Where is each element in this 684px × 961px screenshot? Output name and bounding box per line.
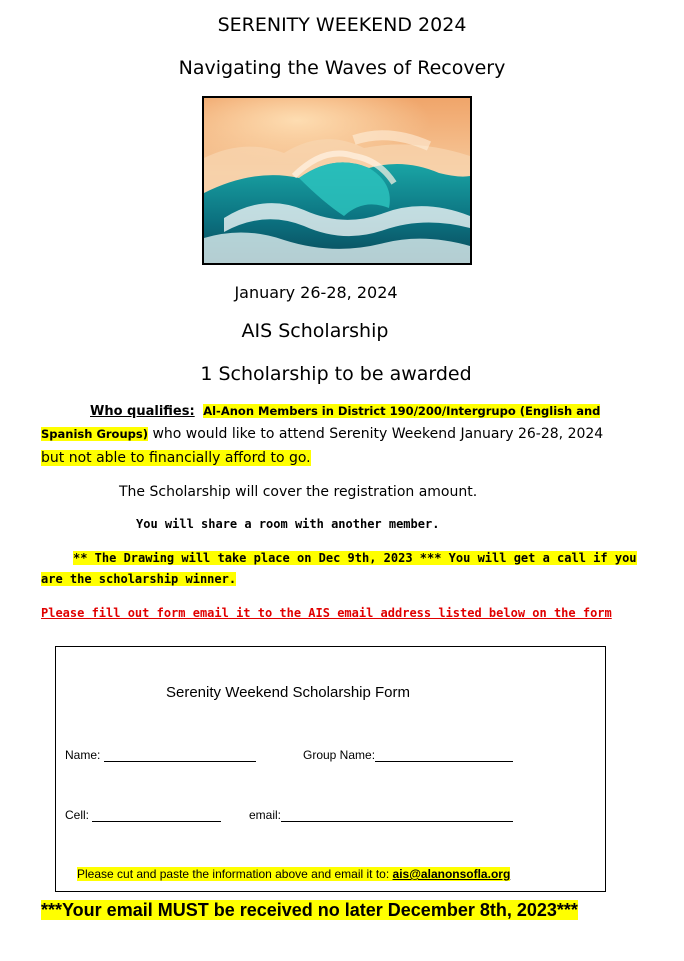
qualifies-line-2 xyxy=(41,426,603,442)
email-label: email: xyxy=(249,808,282,822)
group-field xyxy=(303,748,513,762)
group-blank[interactable] xyxy=(375,761,513,762)
email-blank[interactable] xyxy=(281,821,513,822)
qualifies-members: Al-Anon Members in District 190/200/Intergrupo (English and xyxy=(203,404,601,418)
qualifies-line-3 xyxy=(41,450,311,466)
page-subtitle: Navigating the Waves of Recovery xyxy=(178,57,506,79)
email-field xyxy=(249,808,513,822)
form-title: Serenity Weekend Scholarship Form xyxy=(166,684,410,701)
scholarship-count: 1 Scholarship to be awarded xyxy=(200,363,472,385)
page-title: SERENITY WEEKEND 2024 xyxy=(217,14,467,36)
drawing-text-2: are the scholarship winner. xyxy=(41,572,237,586)
drawing-line-1 xyxy=(73,551,637,565)
event-dates: January 26-28, 2024 xyxy=(234,283,398,302)
deadline-text: ***Your email MUST be received no later December 8th, 2023*** xyxy=(41,900,578,920)
deadline-notice xyxy=(41,900,578,921)
form-note-text: Please cut and paste the information above and email it to: xyxy=(77,867,390,881)
cell-label: Cell: xyxy=(65,808,90,822)
name-label: Name: xyxy=(65,748,101,762)
group-label: Group Name: xyxy=(303,748,376,762)
drawing-text-1: ** The Drawing will take place on Dec 9th, 2023 *** You will get a call if you xyxy=(73,551,637,565)
room-text: You will share a room with another member. xyxy=(136,517,440,531)
name-blank[interactable] xyxy=(104,761,256,762)
cell-field xyxy=(65,808,221,822)
drawing-line-2 xyxy=(41,572,236,586)
ais-email-link[interactable]: ais@alanonsofla.org xyxy=(392,867,511,881)
qualifies-line-1 xyxy=(90,404,600,419)
instruction-text: Please fill out form email it to the AIS email address listed below on the form xyxy=(41,606,612,620)
name-field xyxy=(65,748,256,762)
qualifies-text: who would like to attend Serenity Weekend January 26-28, 2024 xyxy=(152,426,604,442)
form-note xyxy=(77,867,510,881)
qualifies-text-2: but not able to financially afford to go. xyxy=(41,450,311,466)
wave-photo xyxy=(202,96,472,265)
cell-blank[interactable] xyxy=(92,821,221,822)
qualifies-label: Who qualifies: xyxy=(90,404,195,419)
scholarship-heading: AIS Scholarship xyxy=(241,320,389,342)
coverage-text: The Scholarship will cover the registration amount. xyxy=(119,484,478,500)
qualifies-members-2: Spanish Groups) xyxy=(41,427,148,441)
scholarship-form xyxy=(55,646,606,892)
